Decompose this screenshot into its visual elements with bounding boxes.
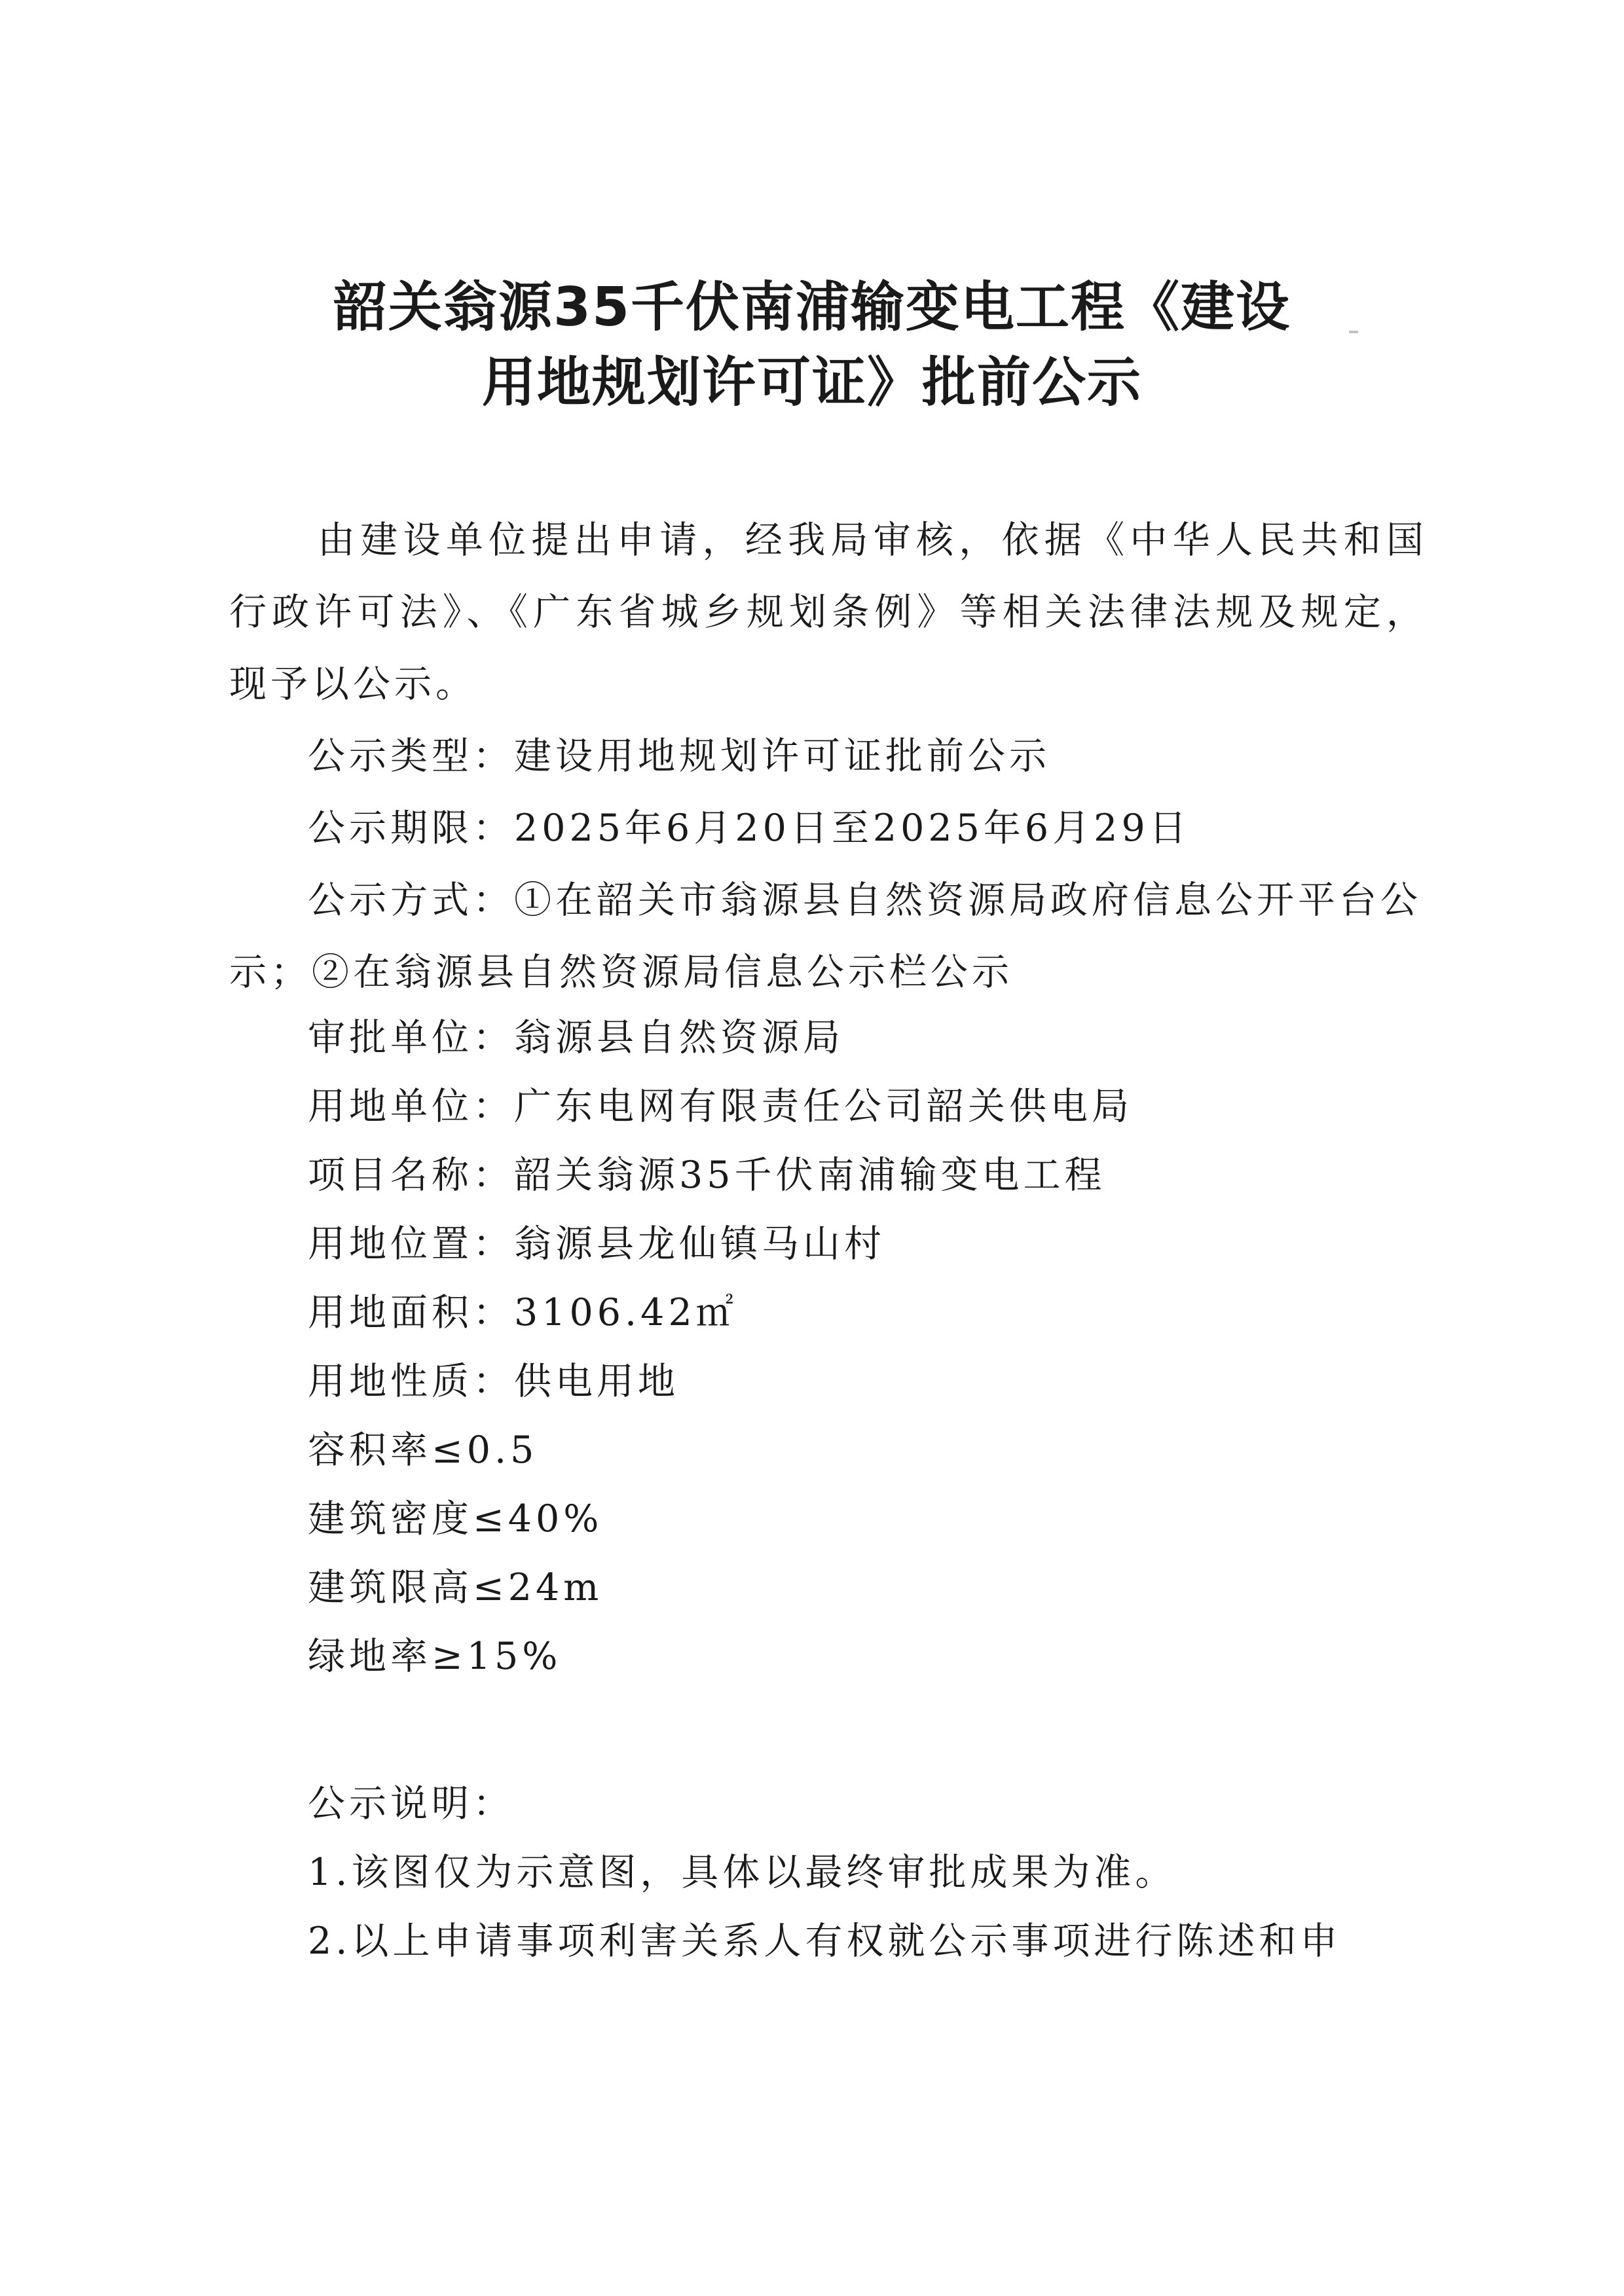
land-use-type: 用地性质：供电用地 <box>308 1360 679 1403</box>
scan-speck <box>1349 331 1358 333</box>
height-limit: 建筑限高≤24m <box>308 1566 603 1609</box>
plot-ratio: 容积率≤0.5 <box>308 1429 538 1472</box>
project-name: 项目名称：韶关翁源35千伏南浦输变电工程 <box>308 1154 1106 1197</box>
land-area: 用地面积：3106.42㎡ <box>308 1291 737 1334</box>
green-ratio: 绿地率≥15% <box>308 1635 562 1678</box>
document-title-line-2: 用地规划许可证》批前公示 <box>481 352 1142 414</box>
notes-heading: 公示说明： <box>308 1782 514 1825</box>
land-user: 用地单位：广东电网有限责任公司韶关供电局 <box>308 1085 1133 1128</box>
notice-type: 公示类型：建设用地规划许可证批前公示 <box>308 735 1050 778</box>
intro-paragraph: 由建设单位提出申请，经我局审核，依据《中华人民共和国行政许可法》、《广东省城乡规划条例》等相关法律法规及规定，现予以公示。 <box>229 519 1428 706</box>
land-location: 用地位置：翁源县龙仙镇马山村 <box>308 1222 885 1266</box>
note-1: 1.该图仅为示意图，具体以最终审批成果为准。 <box>308 1851 1177 1894</box>
approval-unit: 审批单位：翁源县自然资源局 <box>308 1016 844 1059</box>
building-density: 建筑密度≤40% <box>308 1497 603 1540</box>
document-title-line-1: 韶关翁源35千伏南浦输变电工程《建设 <box>333 276 1291 338</box>
notice-method: 公示方式：①在韶关市翁源县自然资源局政府信息公开平台公示；②在翁源县自然资源局信息公示栏公示 <box>229 879 1422 994</box>
note-2: 2.以上申请事项利害关系人有权就公示事项进行陈述和申 <box>308 1920 1342 1963</box>
notice-period: 公示期限：2025年6月20日至2025年6月29日 <box>308 807 1190 850</box>
